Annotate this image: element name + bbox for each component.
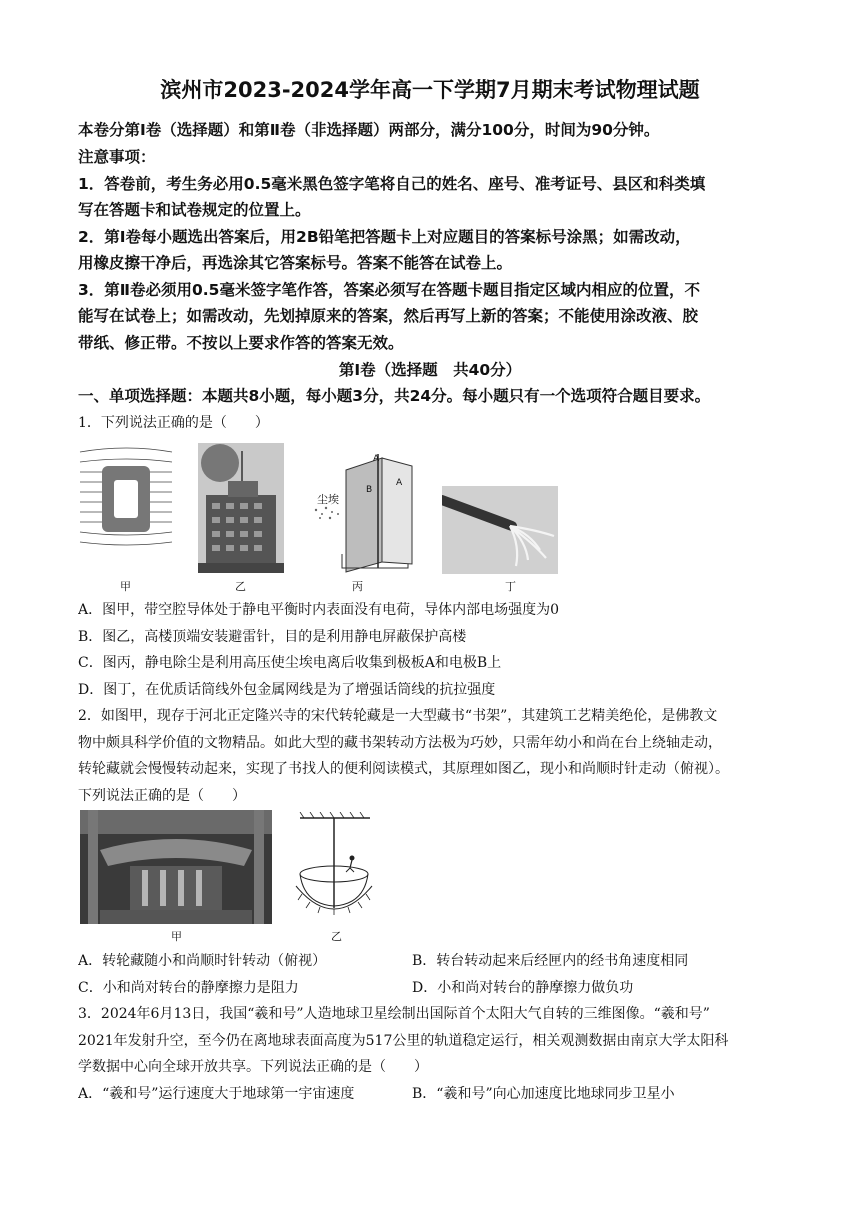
fig-jia-hollow-conductor (78, 440, 174, 572)
fig-label-ding: 丁 (505, 580, 516, 593)
fig-label-electrode-b: B (366, 485, 373, 495)
q1-stem: 1．下列说法正确的是（ ） (78, 415, 269, 431)
q3-stem-line-1: 3．2024年6月13日，我国“羲和号”人造地球卫星绘制出国际首个太阳大气自转的三维图像。“羲和号” (78, 1006, 710, 1022)
fig-label-jia: 甲 (120, 580, 131, 593)
fig-label-electrode-a: A (373, 454, 380, 464)
notice-2-line-2: 用橡皮擦干净后，再选涂其它答案标号。答案不能答在试卷上。 (78, 254, 513, 272)
q2-stem-line-2: 物中颇具科学价值的文物精品。如此大型的藏书架转动方法极为巧妙，只需年幼小和尚在台上绕轴走动， (78, 735, 722, 751)
fig-jia-rotating-bookcase-photo (80, 810, 272, 924)
part1-heading: 第Ⅰ卷（选择题 共40分） (338, 361, 522, 379)
q2-stem-line-3: 转轮藏就会慢慢转动起来，实现了书找人的便利阅读模式，其原理如图乙，现小和尚顺时针走动（俯视）。 (78, 761, 729, 777)
q2-option-a: A．转轮藏随小和尚顺时针转动（俯视） (78, 953, 327, 969)
notice-heading: 注意事项： (78, 148, 156, 166)
notice-3-line-3: 带纸、修正带。不按以上要求作答的答案无效。 (78, 334, 404, 352)
q2-option-b: B．转台转动起来后经匣内的经书角速度相同 (412, 953, 689, 969)
notice-3-line-2: 能写在试卷上；如需改动，先划掉原来的答案，然后再写上新的答案；不能使用涂改液、胶 (78, 307, 699, 325)
q2-stem-line-4: 下列说法正确的是（ ） (78, 788, 246, 804)
q1-option-d: D．图丁，在优质话筒线外包金属网线是为了增强话筒线的抗拉强度 (78, 682, 496, 698)
fig-yi-tall-building (198, 443, 284, 573)
fig-yi-turntable-diagram (294, 812, 376, 930)
notice-1-line-2: 写在答题卡和试卷规定的位置上。 (78, 201, 311, 219)
fig-bing-electrostatic-precipitator (312, 452, 424, 574)
q3-option-b: B．“羲和号”向心加速度比地球同步卫星小 (412, 1086, 675, 1102)
q3-stem-line-3: 学数据中心向全球开放共享。下列说法正确的是（ ） (78, 1059, 428, 1075)
q1-option-b: B．图乙，高楼顶端安装避雷针，目的是利用静电屏蔽保护高楼 (78, 629, 467, 645)
q3-stem-line-2: 2021年发射升空，至今仍在离地球表面高度为517公里的轨道稳定运行，相关观测数据由南京大学太阳科 (78, 1033, 729, 1049)
q2-option-d: D．小和尚对转台的静摩擦力做负功 (412, 980, 634, 996)
page-title: 滨州市2023-2024学年高一下学期7月期末考试物理试题 (160, 78, 700, 102)
fig2-label-yi: 乙 (331, 930, 342, 943)
q1-option-c: C．图丙，静电除尘是利用高压使尘埃电离后收集到极板A和电极B上 (78, 655, 502, 671)
intro: 本卷分第Ⅰ卷（选择题）和第Ⅱ卷（非选择题）两部分，满分100分，时间为90分钟。 (78, 121, 660, 139)
notice-1-line-1: 1．答卷前，考生务必用0.5毫米黑色签字笔将自己的姓名、座号、准考证号、县区和科类填 (78, 175, 706, 193)
fig-label-yi: 乙 (235, 580, 246, 593)
q3-option-a: A．“羲和号”运行速度大于地球第一宇宙速度 (78, 1086, 355, 1102)
fig-ding-microphone-cable (442, 486, 558, 574)
notice-2-line-1: 2．第Ⅰ卷每小题选出答案后，用2B铅笔把答题卡上对应题目的答案标号涂黑；如需改动， (78, 228, 691, 246)
fig-label-bing: 丙 (352, 580, 363, 593)
q1-option-a: A．图甲，带空腔导体处于静电平衡时内表面没有电荷，导体内部电场强度为0 (78, 602, 560, 618)
fig-label-dust: 尘埃 (317, 493, 339, 506)
notice-3-line-1: 3．第Ⅱ卷必须用0.5毫米签字笔作答，答案必须写在答题卡题目指定区域内相应的位置，不 (78, 281, 700, 299)
section1-heading: 一、单项选择题：本题共8小题，每小题3分，共24分。每小题只有一个选项符合题目要求。 (78, 387, 711, 405)
q2-stem-line-1: 2．如图甲，现存于河北正定隆兴寺的宋代转轮藏是一大型藏书“书架”，其建筑工艺精美绝伦，是佛教文 (78, 708, 718, 724)
q2-option-c: C．小和尚对转台的静摩擦力是阻力 (78, 980, 299, 996)
fig2-label-jia: 甲 (171, 930, 182, 943)
fig-label-electrode-a-2: A (396, 478, 403, 488)
